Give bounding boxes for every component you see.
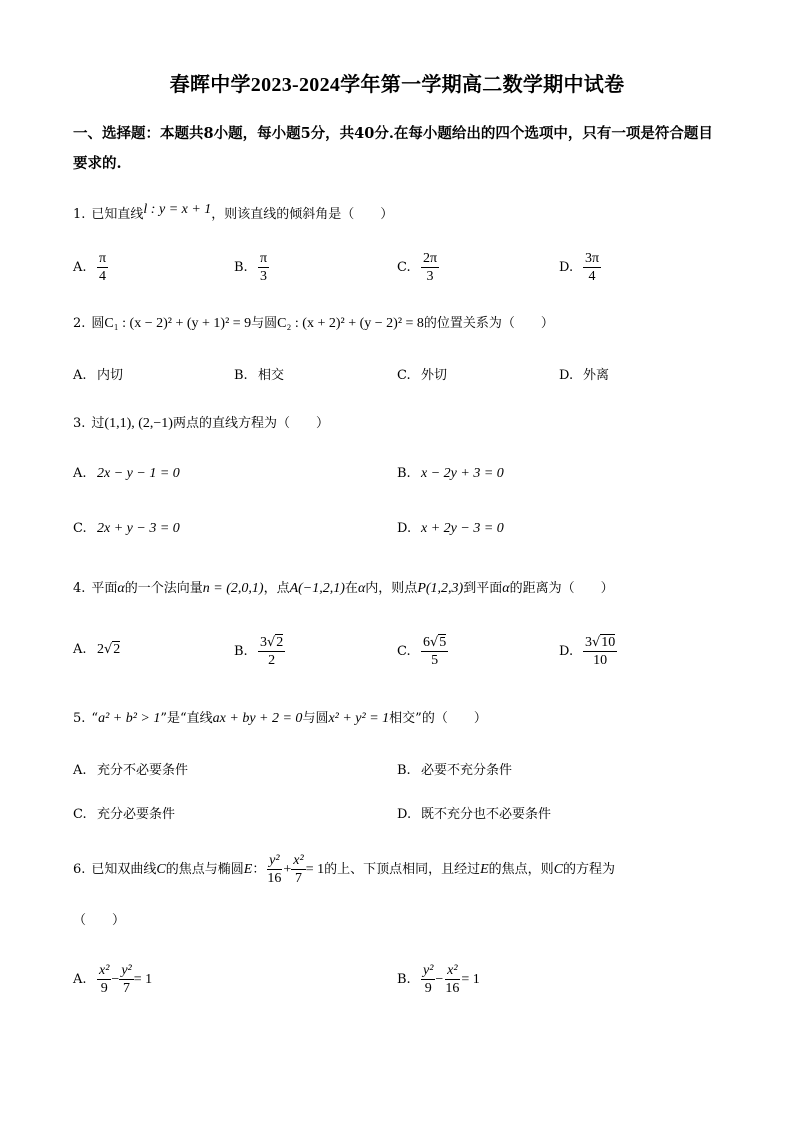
option-c[interactable]: C. 外切 bbox=[397, 368, 448, 383]
option-d[interactable]: D. $\frac{3√10}{10}$ bbox=[559, 635, 616, 668]
math-expression: a² + b² > 1 bbox=[98, 711, 161, 726]
point-a: A(−1,2,1) bbox=[289, 581, 345, 596]
option-c[interactable]: C. $\frac{2\pi}{3}$ bbox=[397, 251, 438, 284]
fraction: $\frac{\text{y²}}{9}$ bbox=[423, 963, 434, 996]
option-d[interactable]: D. $\frac{3\pi}{4}$ bbox=[559, 251, 600, 284]
fraction: $\frac{\pi}{3}$ bbox=[260, 251, 268, 284]
option-a[interactable]: A. 2√2 bbox=[73, 642, 121, 657]
question-6-paren: （ ） bbox=[73, 913, 126, 928]
question-5: 5. “a² + b² > 1”是“直线ax + by + 2 = 0与圆x² + y² = 1相交”的（ ） bbox=[73, 711, 487, 726]
math-expression: l : y = x + 1 bbox=[143, 202, 212, 217]
math-expression: (1,1), (2,−1) bbox=[104, 416, 173, 431]
question-4: 4. 平面α的一个法向量n = (2,0,1)，点A(−1,2,1)在α内，则点P(1,2,3)到平面α的距离为（ ） bbox=[73, 581, 614, 596]
option-b[interactable]: B. $\frac{3√2}{2}$ bbox=[234, 635, 284, 668]
option-a[interactable]: A. 内切 bbox=[73, 368, 124, 383]
option-c[interactable]: C. 2x + y − 3 = 0 bbox=[73, 521, 180, 536]
fraction: $\frac{3√10}{10}$ bbox=[585, 635, 616, 668]
option-a[interactable]: A. $\frac{\pi}{4}$ bbox=[73, 251, 107, 284]
math-expression: x² + y² = 1 bbox=[328, 711, 390, 726]
math-expression: C₁ : (x − 2)² + (y + 1)² = 9 bbox=[104, 316, 252, 331]
option-b[interactable]: B. 相交 bbox=[234, 368, 285, 383]
fraction: $\frac{\pi}{4}$ bbox=[99, 251, 107, 284]
option-d[interactable]: D. 外离 bbox=[559, 368, 610, 383]
option-a[interactable]: A. 2x − y − 1 = 0 bbox=[73, 466, 180, 481]
option-b[interactable]: B. $\frac{\pi}{3}$ bbox=[234, 251, 268, 284]
fraction: $\frac{6√5}{5}$ bbox=[423, 635, 447, 668]
question-text: 已知直线 bbox=[91, 207, 144, 222]
normal-vector: n = (2,0,1) bbox=[202, 581, 264, 596]
section-heading: 一、选择题：本题共8小题，每小题5分，共40分.在每小题给出的四个选项中，只有一项是符合题目要求的. bbox=[73, 125, 713, 172]
fraction: $\frac{\text{y²}}{16}$ bbox=[267, 853, 282, 886]
question-2: 2. 圆C₁ : (x − 2)² + (y + 1)² = 9与圆C₂ : (x + 2)² + (y − 2)² = 8的位置关系为（ ） bbox=[73, 316, 554, 331]
question-3: 3. 过(1,1), (2,−1)两点的直线方程为（ ） bbox=[73, 416, 329, 431]
fraction: $\frac{\text{y²}}{7}$ bbox=[121, 963, 132, 996]
question-number: 1. bbox=[73, 207, 86, 222]
option-d[interactable]: D. x + 2y − 3 = 0 bbox=[397, 521, 504, 536]
option-b[interactable]: B. 必要不充分条件 bbox=[397, 763, 513, 778]
option-b[interactable]: B. x − 2y + 3 = 0 bbox=[397, 466, 504, 481]
page-title: 春晖中学2023-2024学年第一学期高二数学期中试卷 bbox=[169, 74, 625, 96]
option-c[interactable]: C. $\frac{6√5}{5}$ bbox=[397, 635, 447, 668]
math-expression: ax + by + 2 = 0 bbox=[212, 711, 303, 726]
option-b[interactable]: B. $\frac{\text{y²}}{9}$ − $\frac{\text{x²}}{16}$ = 1 bbox=[397, 963, 480, 996]
fraction: $\frac{3\pi}{4}$ bbox=[585, 251, 600, 284]
question-text: ，则该直线的倾斜角是（ ） bbox=[211, 207, 394, 222]
option-d[interactable]: D. 既不充分也不必要条件 bbox=[397, 807, 552, 822]
option-a[interactable]: A. $\frac{\text{x²}}{9}$ − $\frac{\text{y²}}{7}$ = 1 bbox=[73, 963, 153, 996]
question-6: 6. 已知双曲线C的焦点与椭圆E： $\frac{\text{y²}}{16}$ + $\frac{\text{x²}}{7}$ = 1的上、下顶点相同，且经过E的焦点，则C的方程为 bbox=[73, 853, 616, 886]
fraction: $\frac{2\pi}{3}$ bbox=[423, 251, 438, 284]
question-1 bbox=[73, 203, 393, 223]
fraction: $\frac{3√2}{2}$ bbox=[260, 635, 284, 668]
fraction: $\frac{\text{x²}}{9}$ bbox=[99, 963, 110, 996]
fraction: $\frac{\text{x²}}{16}$ bbox=[445, 963, 460, 996]
option-a[interactable]: A. 充分不必要条件 bbox=[73, 763, 189, 778]
option-c[interactable]: C. 充分必要条件 bbox=[73, 807, 176, 822]
fraction: $\frac{\text{x²}}{7}$ bbox=[293, 853, 304, 886]
point-p: P(1,2,3) bbox=[417, 581, 464, 596]
math-expression: C₂ : (x + 2)² + (y − 2)² = 8 bbox=[277, 316, 424, 331]
